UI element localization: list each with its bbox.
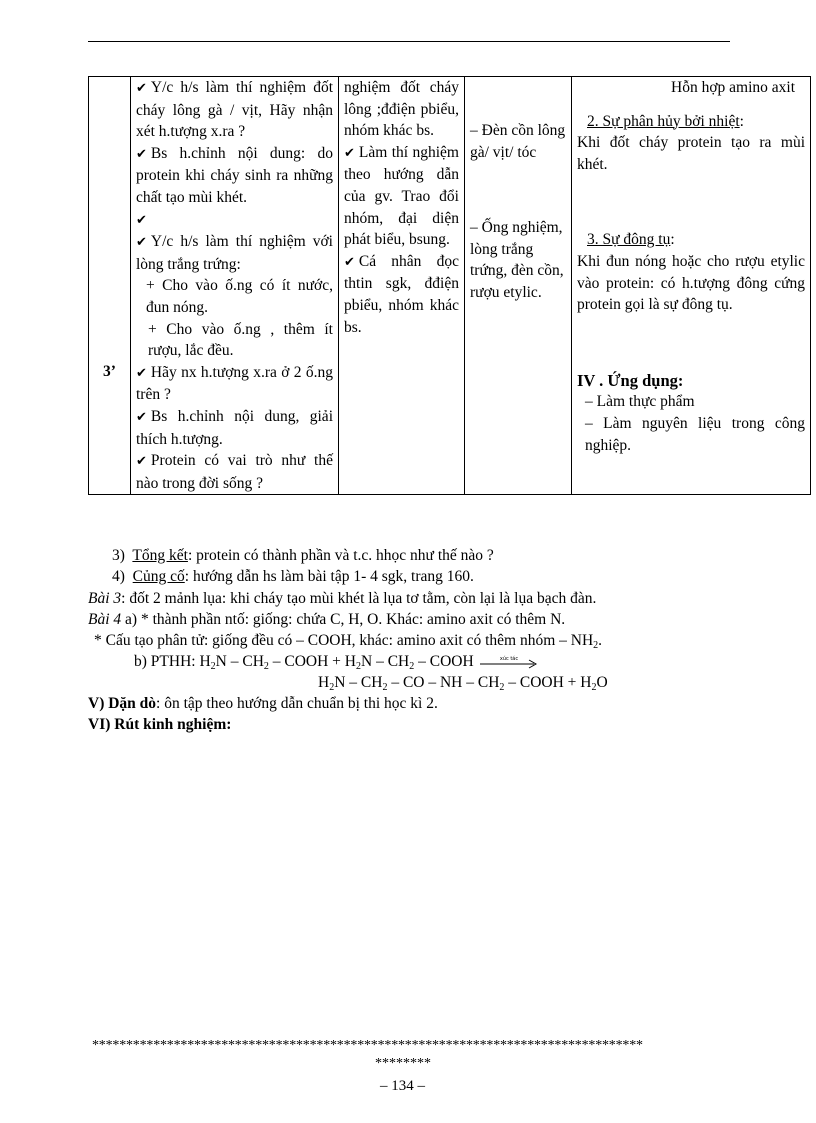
teacher-step: ✔ Bs h.chỉnh nội dung: do protein khi cháy sinh ra những chất tạo mùi khét. — [136, 144, 333, 206]
material-item: – Đèn cồn lông gà/ vịt/ tóc — [470, 122, 566, 161]
student-step: ✔ Cá nhân đọc thtin sgk, đđiện pbiểu, nhóm khác bs. — [344, 252, 459, 336]
footer-separator: ********************************************************************************* — [92, 1038, 643, 1053]
check-icon: ✔ — [136, 81, 147, 96]
homework-line: V) Dặn dò: ôn tập theo hướng dẫn chuẩn bị thi học kì 2. — [88, 695, 438, 712]
lesson-table — [88, 76, 811, 495]
section-3-text: Khi đun nóng hoặc cho rượu etylic vào protein: có h.tượng đông cứng protein gọi là sự đông tụ. — [577, 252, 805, 314]
teacher-substep: + Cho vào ố.ng có ít nước, đun nóng. — [146, 277, 333, 316]
check-icon: ✔ — [136, 212, 147, 228]
content-top-line: Hỗn hợp amino axit — [671, 79, 795, 96]
teacher-activity-cell — [131, 77, 339, 495]
equation-line-1: b) PTHH: $H_2N - CH_2$ – COOH + $H_2N - CH_2$ – COOH xúc tác — [134, 653, 540, 671]
materials-cell — [465, 77, 572, 495]
content-cell — [572, 77, 811, 495]
application-item: – Làm thực phẩm — [585, 393, 695, 411]
summary-line: 3) Tổng kết: protein có thành phần và t.c. hhọc như thế nào ? — [112, 547, 494, 564]
page-number: – 134 – — [380, 1078, 425, 1094]
teacher-step: ✔ Y/c h/s làm thí nghiệm đốt cháy lông gà / vịt, Hãy nhận xét h.tượng x.ra ? — [136, 79, 333, 141]
section-2-text: Khi đốt cháy protein tạo ra mùi khét. — [577, 134, 805, 173]
summary-title: Tổng kết — [132, 547, 188, 564]
check-icon: ✔ — [136, 409, 147, 425]
exercise-4-line: Bài 4 a) * thành phần ntố: giống: chứa C, H, O. Khác: amino axit có thêm N. — [88, 611, 566, 628]
application-item: – Làm nguyên liệu trong công nghiệp. — [585, 414, 805, 454]
check-icon: ✔ — [136, 454, 147, 470]
time-cell — [89, 77, 131, 495]
reflection-heading: VI) Rút kinh nghiệm: — [88, 716, 232, 733]
teacher-substep: + Cho vào ố.ng , thêm ít rượu, lắc đều. — [148, 320, 333, 360]
teacher-step: ✔ Protein có vai trò như thế nào trong đời sống ? — [136, 452, 333, 492]
structure-line: * Cấu tạo phân tử: giống đều có – COOH, khác: amino axit có thêm nhóm – $NH_2$. — [94, 632, 603, 651]
teacher-step: ✔ Hãy nx h.tượng x.ra ở 2 ố.ng trên ? — [136, 363, 333, 404]
material-item: – Ống nghiệm, lòng trắng trứng, đèn cồn, rượu etylic. — [470, 219, 564, 301]
check-icon: ✔ — [344, 254, 355, 270]
section-2-heading: 2. Sự phân hủy bởi nhiệt: — [587, 112, 744, 130]
equation-line-2: $H_2N - CH_2$ – CO – NH – $CH_2$ – COOH + $H_2O$ — [318, 674, 608, 693]
student-step: ✔ Làm thí nghiệm theo hướng dẫn của gv. Trao đổi nhóm, đại diện phát biểu, bsung. — [344, 143, 459, 249]
consolidation-line: 4) Củng cố: hướng dẫn hs làm bài tập 1- 4 sgk, trang 160. — [112, 568, 474, 585]
section-4-heading: IV . Ứng dụng: — [577, 370, 684, 390]
teacher-step: ✔ Bs h.chỉnh nội dung, giải thích h.tượng. — [136, 407, 333, 448]
check-icon: ✔ — [136, 146, 147, 162]
time-value: 3’ — [103, 362, 116, 380]
student-step: nghiệm đốt cháy lông ;đđiện pbiểu, nhóm khác bs. — [344, 79, 459, 140]
check-icon: ✔ — [136, 365, 147, 381]
check-icon: ✔ — [136, 235, 147, 251]
student-activity-cell — [339, 77, 465, 495]
teacher-step — [136, 209, 333, 232]
header-rule — [88, 41, 730, 42]
consolidation-title: Củng cố — [132, 568, 185, 585]
exercise-3-line: Bài 3: đốt 2 mảnh lụa: khi cháy tạo mùi khét là lụa tơ tằm, còn lại là lụa bạch đàn. — [88, 590, 597, 607]
teacher-step: ✔ Y/c h/s làm thí nghiệm với lòng trắng trứng: — [136, 233, 333, 273]
check-icon: ✔ — [344, 145, 355, 161]
footer-separator-end: ******** — [375, 1056, 431, 1071]
arrow-label: xúc tác — [499, 656, 518, 663]
table-row — [89, 77, 811, 495]
reaction-arrow-icon — [478, 655, 540, 669]
section-3-heading: 3. Sự đông tụ: — [587, 231, 675, 249]
